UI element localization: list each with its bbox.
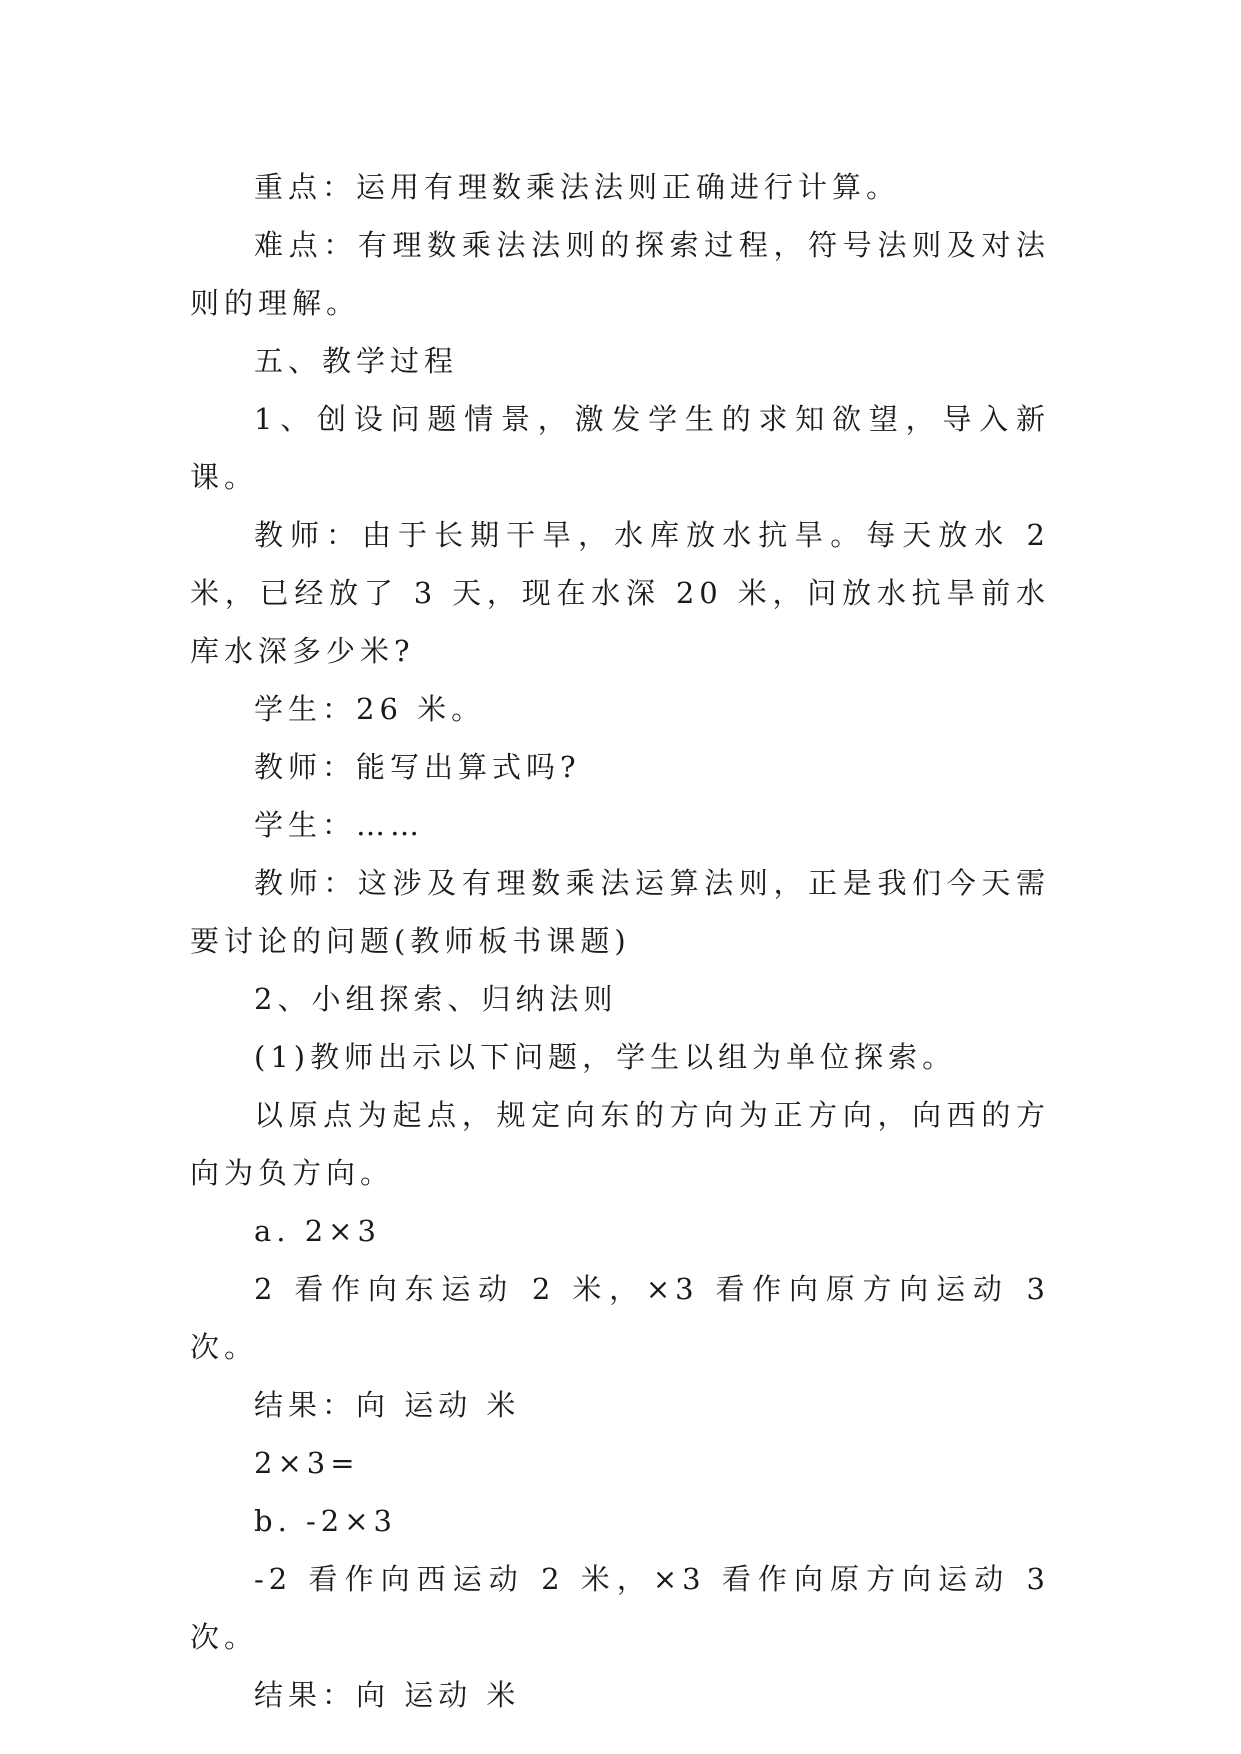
- case-b-result: 结果：向 运动 米: [254, 1678, 521, 1712]
- case-a-expression: a. 2×3: [254, 1214, 381, 1248]
- key-point-paragraph: 重点：运用有理数乘法法则正确进行计算。: [254, 170, 901, 204]
- case-a-equation: 2×3=: [254, 1446, 360, 1480]
- teacher-question-paragraph: 教师：由于长期干旱，水库放水抗旱。每天放水 2 米，已经放了 3 天，现在水深 20 米，问放水抗旱前水库水深多少米?: [190, 518, 1065, 668]
- student-answer-paragraph: 学生：26 米。: [254, 692, 486, 726]
- difficulty-paragraph: 难点：有理数乘法法则的探索过程，符号法则及对法则的理解。: [190, 228, 1050, 320]
- document-body: [190, 158, 1065, 1724]
- case-b-expression: b. -2×3: [254, 1504, 397, 1538]
- teacher-topic-paragraph: 教师：这涉及有理数乘法运算法则，正是我们今天需要讨论的问题(教师板书课题): [190, 866, 1050, 958]
- teacher-followup-paragraph: 教师：能写出算式吗?: [254, 750, 581, 784]
- section-heading-teaching-process: 五、教学过程: [254, 344, 459, 378]
- student-ellipsis-paragraph: 学生：……: [254, 808, 425, 842]
- case-a-explanation: 2 看作向东运动 2 米，×3 看作向原方向运动 3 次。: [190, 1272, 1065, 1364]
- direction-rule-paragraph: 以原点为起点，规定向东的方向为正方向，向西的方向为负方向。: [190, 1098, 1050, 1190]
- case-a-result: 结果：向 运动 米: [254, 1388, 521, 1422]
- step-2-heading: 2、小组探索、归纳法则: [254, 982, 618, 1016]
- step-1-heading: 1、创设问题情景，激发学生的求知欲望，导入新课。: [190, 402, 1050, 494]
- case-b-explanation: -2 看作向西运动 2 米，×3 看作向原方向运动 3 次。: [190, 1562, 1065, 1654]
- group-task-paragraph: (1)教师出示以下问题，学生以组为单位探索。: [254, 1040, 957, 1074]
